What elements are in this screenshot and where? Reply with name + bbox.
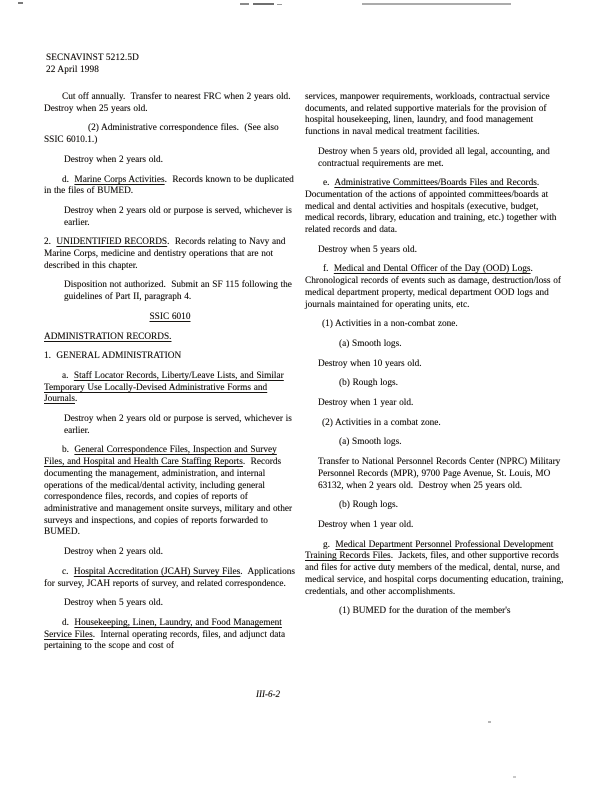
text-segment: (2) Activities in a combat zone. <box>322 417 441 428</box>
paragraph <box>305 540 564 599</box>
instruction-date: 22 April 1998 <box>46 64 99 75</box>
paragraph <box>44 92 296 115</box>
text-segment: . Jackets, files, and other supportive records and files for active duty members of the medical, dental, nurse, and medical service, and hospital corps documenting education, training, credentials, and other accomplishments. <box>305 551 564 597</box>
paragraph <box>44 351 296 363</box>
text-segment: (b) Rough logs. <box>339 500 398 511</box>
text-segment: (b) Rough logs. <box>339 378 398 389</box>
record-series-title: Marine Corps Activities <box>74 174 165 185</box>
text-segment: b. <box>62 445 75 456</box>
paragraph <box>44 312 296 324</box>
text-segment: g. <box>323 539 336 550</box>
paragraph <box>318 147 564 170</box>
record-series-title: Medical Department Personnel Professional Development Training Records Files <box>305 539 554 562</box>
text-segment: . Records relating to Navy and Marine Corps, medicine and dentistry operations that are not described in this chapter. <box>44 237 286 271</box>
paragraph <box>64 414 296 437</box>
two-column-body <box>44 92 564 653</box>
text-segment: (2) Administrative correspondence files. (See also SSIC 6010.1.) <box>44 123 279 146</box>
paragraph <box>44 237 296 272</box>
text-segment: Disposition not authorized. Submit an SF 115 following the guidelines of Part II, paragraph 4. <box>64 280 292 303</box>
paragraph <box>64 598 296 610</box>
scan-artifact <box>18 2 23 4</box>
text-segment: Destroy when 1 year old. <box>318 519 414 530</box>
text-segment: Destroy when 5 years old, provided all legal, accounting, and contractual requirements are met. <box>318 146 550 169</box>
text-segment: Destroy when 5 years old. <box>318 244 417 255</box>
page-number: III-6-2 <box>256 689 280 699</box>
text-segment: Destroy when 2 years old. <box>64 547 163 558</box>
instruction-number: SECNAVINST 5212.5D <box>46 53 139 63</box>
text-segment: Destroy when 5 years old. <box>64 598 163 609</box>
paragraph <box>322 418 564 430</box>
text-segment: . Records documenting the management, administration, and internal operations of the medical/dental activity, including general correspondence files, records, and copies of reports of administrative and management onsite surveys, military and other surveys and inspections, and copies of reports forwarded to BUMED. <box>44 457 293 538</box>
text-segment: . Internal operating records, files, and adjunct data pertaining to the scope and cost of <box>44 629 286 652</box>
paragraph <box>318 398 564 410</box>
text-segment: d. <box>62 617 75 628</box>
record-series-title: Medical and Dental Officer of the Day (OOD) Logs <box>333 264 531 275</box>
text-segment: Destroy when 10 years old. <box>318 358 422 369</box>
paragraph <box>318 245 564 257</box>
paragraph <box>339 437 564 449</box>
text-segment: Destroy when 2 years old. <box>64 154 163 165</box>
paragraph <box>318 457 564 492</box>
text-segment: . Documentation of the actions of appointed committees/boards at medical and dental activities and hospitals (executive, budget, medical records, library, education and training, etc.) together with related records and data. <box>305 178 557 236</box>
paragraph <box>64 280 296 303</box>
text-segment: (1) BUMED for the duration of the member's <box>339 606 511 617</box>
record-series-title: Hospital Accreditation (JCAH) Survey Files <box>73 566 241 577</box>
paragraph <box>305 178 564 237</box>
record-series-title: SSIC 6010 <box>149 311 191 322</box>
document-header <box>46 53 139 76</box>
text-segment: 2. <box>44 237 57 248</box>
paragraph <box>322 319 564 331</box>
text-segment: d. <box>62 174 75 185</box>
text-segment: services, manpower requirements, workloads, contractual service documents, and related supportive materials for the provision of hospital housekeeping, linen, laundry, and food management functions in naval medical treatment facilities. <box>305 92 550 138</box>
text-segment: . Chronological records of events such as damage, destruction/loss of medical department property, medical department OOD logs and journals maintained for operating units, etc. <box>305 264 561 310</box>
text-segment: Cut off annually. Transfer to nearest FRC when 2 years old. Destroy when 25 years old. <box>44 92 294 114</box>
text-segment: Destroy when 2 years old or purpose is served, whichever is earlier. <box>64 414 292 436</box>
text-segment: (a) Smooth logs. <box>339 338 402 349</box>
text-segment: a. <box>62 370 74 381</box>
paragraph <box>44 371 296 406</box>
paragraph <box>305 92 564 139</box>
text-segment: . Records known to be duplicated in the files of BUMED. <box>44 174 294 197</box>
scan-artifact <box>277 4 282 5</box>
scan-artifact <box>253 3 274 5</box>
scan-artifact <box>362 3 511 5</box>
paragraph <box>44 123 296 146</box>
record-series-title: ADMINISTRATION RECORDS. <box>44 331 172 342</box>
paragraph <box>305 264 564 311</box>
text-segment: (a) Smooth logs. <box>339 437 402 448</box>
record-series-title: UNIDENTIFIED RECORDS <box>56 237 168 248</box>
text-segment: 1. GENERAL ADMINISTRATION <box>44 351 182 362</box>
text-segment: c. <box>62 566 74 577</box>
paragraph <box>44 175 296 198</box>
left-column <box>44 92 296 653</box>
text-segment: f. <box>323 264 334 275</box>
scan-artifact <box>513 776 516 778</box>
scan-artifact <box>240 3 249 5</box>
text-segment: Destroy when 2 years old or purpose is served, whichever is earlier. <box>64 205 292 228</box>
text-segment: e. <box>323 178 335 189</box>
record-series-title: Staff Locator Records, Liberty/Leave Lists, and Similar Temporary Use Locally-Devised Administrative Forms and Journals <box>44 370 284 405</box>
record-series-title: General Correspondence Files, Inspection and Survey Files, and Hospital and Health Care Staffing Reports <box>44 445 277 468</box>
text-segment: . Applications for survey, JCAH reports of survey, and related correspondence. <box>44 566 296 589</box>
paragraph <box>64 206 296 229</box>
text-segment: . <box>75 394 78 405</box>
paragraph <box>64 155 296 167</box>
paragraph <box>44 567 296 590</box>
text-segment: (1) Activities in a non-combat zone. <box>322 319 458 330</box>
scan-artifact <box>488 721 491 723</box>
paragraph <box>339 500 564 512</box>
record-series-title: Administrative Committees/Boards Files and Records <box>334 178 537 189</box>
right-column <box>305 92 564 653</box>
paragraph <box>318 359 564 371</box>
paragraph <box>339 339 564 351</box>
paragraph <box>339 378 564 390</box>
paragraph <box>44 618 296 653</box>
record-series-title: Housekeeping, Linen, Laundry, and Food Management Service Files <box>44 617 282 640</box>
paragraph <box>339 606 564 618</box>
paragraph <box>64 547 296 559</box>
text-segment: Transfer to National Personnel Records Center (NPRC) Military Personnel Records (MPR), 9700 Page Avenue, St. Louis, MO 63132, when 2 years old. Destroy when 25 years old. <box>318 457 561 491</box>
text-segment: Destroy when 1 year old. <box>318 398 414 409</box>
paragraph <box>318 520 564 532</box>
paragraph <box>44 445 296 539</box>
paragraph <box>44 332 296 344</box>
